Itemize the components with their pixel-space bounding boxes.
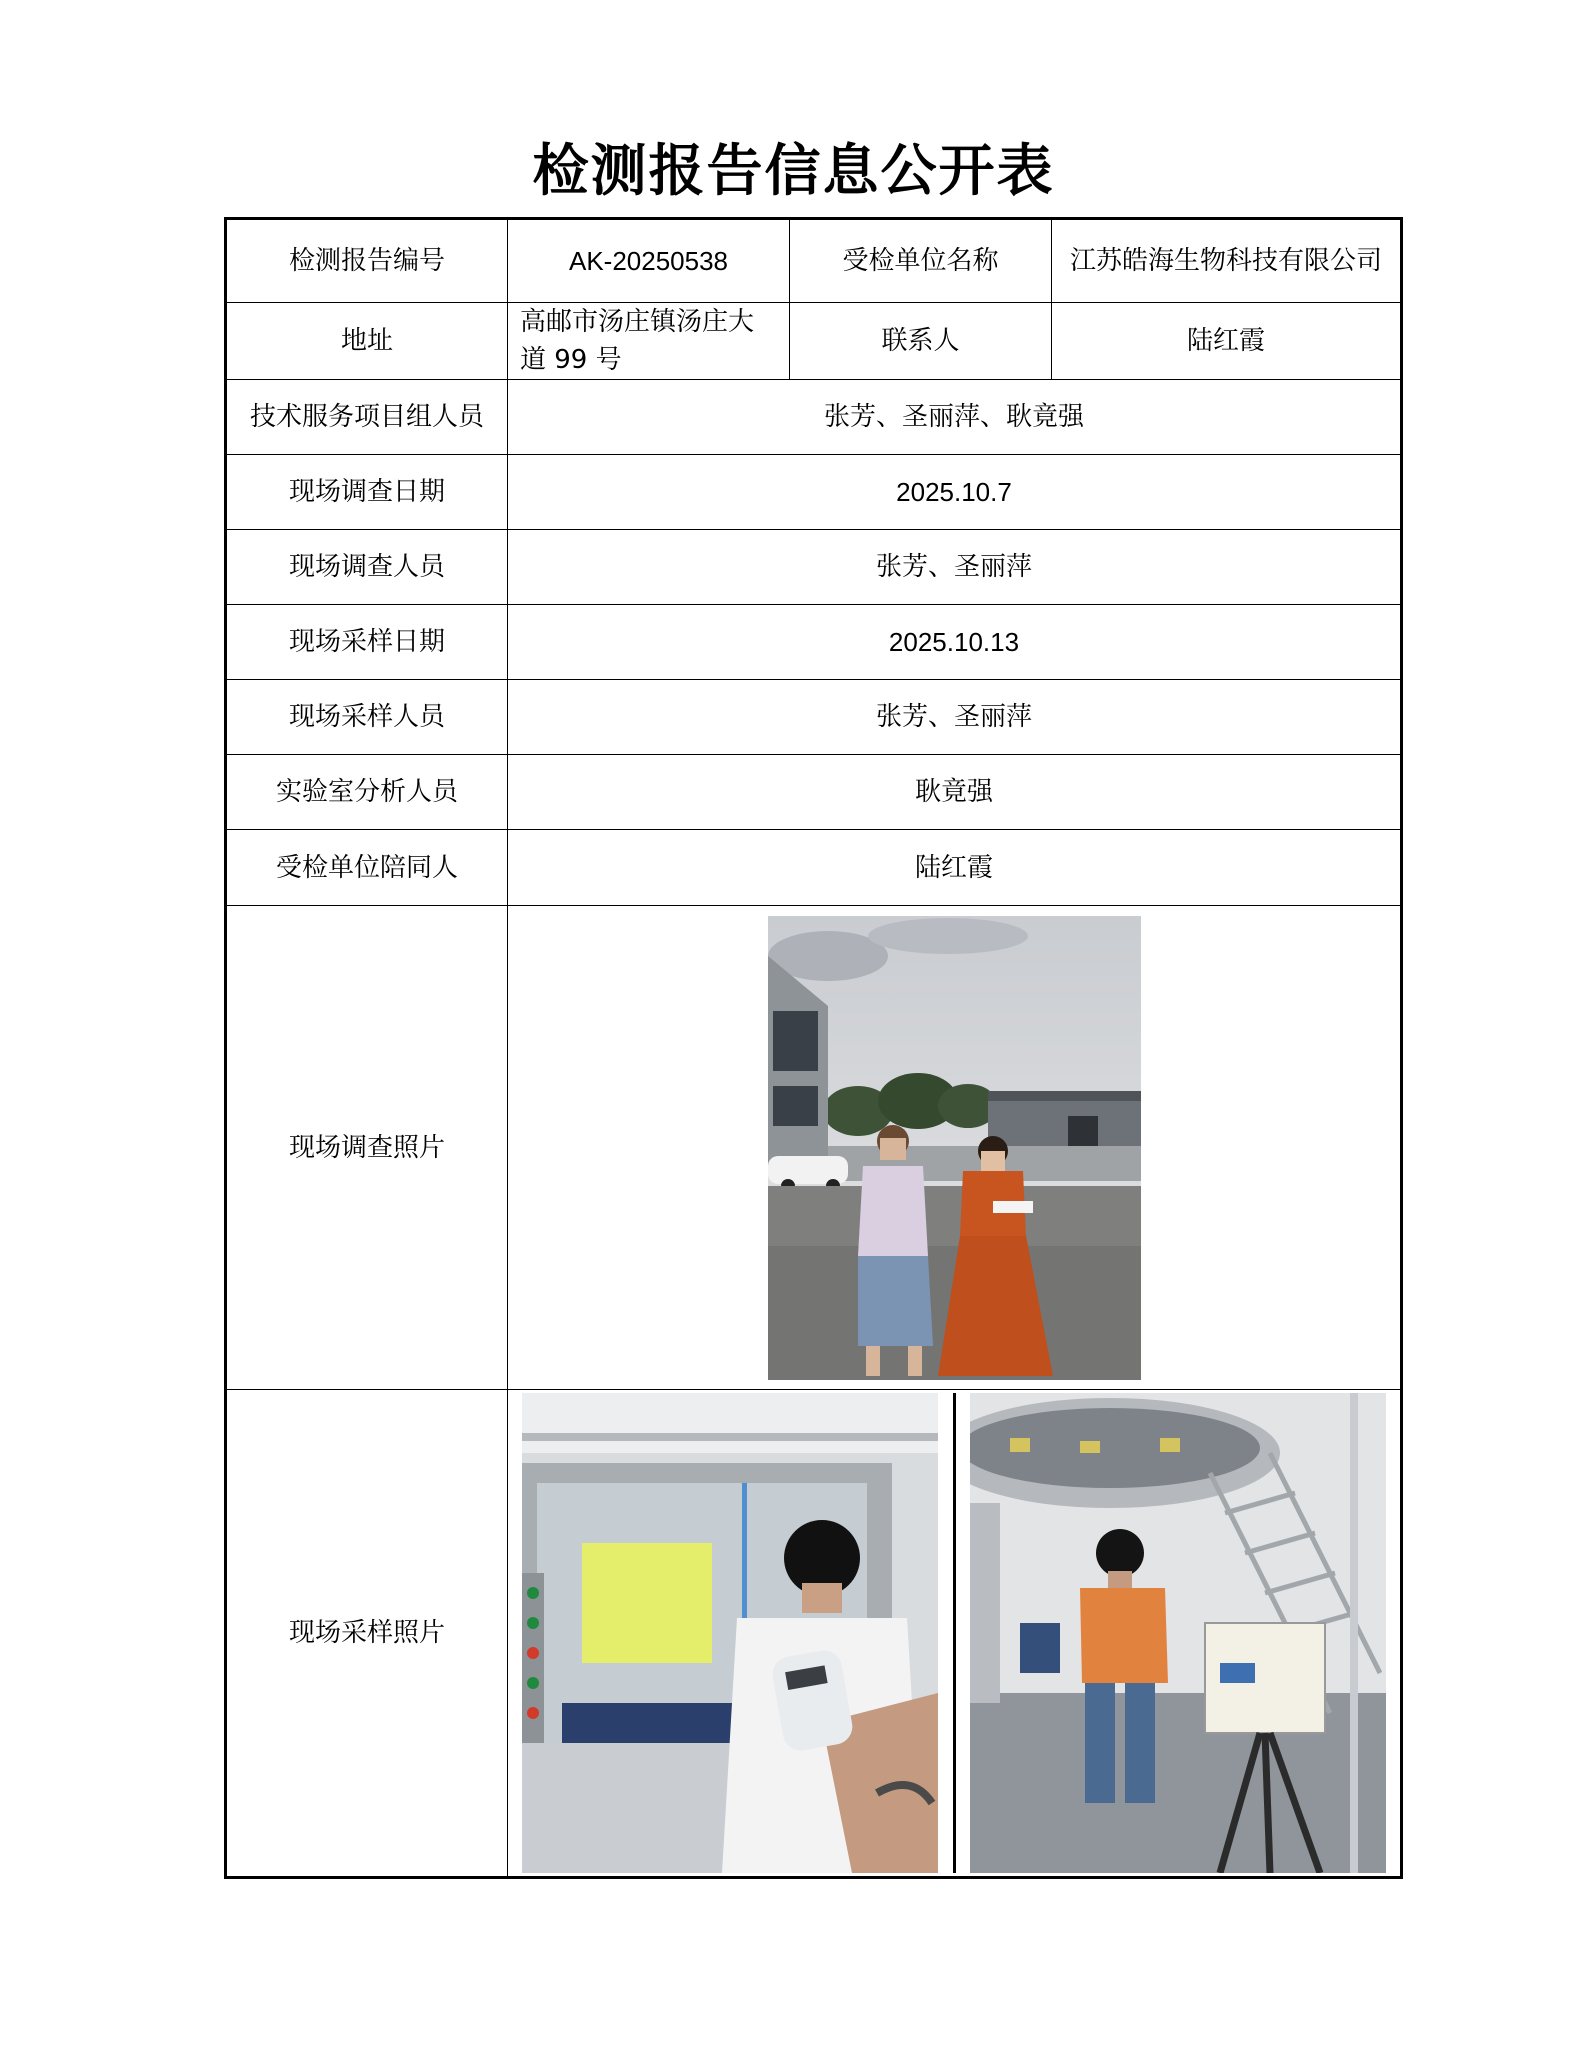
survey-date-value: 2025.10.7 (508, 455, 1402, 530)
table-row (226, 906, 1402, 1390)
sampling-date-label: 现场采样日期 (226, 605, 508, 680)
survey-date-label: 现场调查日期 (226, 455, 508, 530)
address-label: 地址 (226, 303, 508, 380)
table-row (226, 219, 1402, 303)
table-row (226, 455, 1402, 530)
sampling-staff-value: 张芳、圣丽萍 (508, 680, 1402, 755)
report-no-value: AK-20250538 (508, 219, 790, 303)
page-title: 检测报告信息公开表 (532, 138, 1055, 204)
unit-name-value: 江苏皓海生物科技有限公司 (1052, 219, 1402, 303)
sampling-photo-label: 现场采样照片 (226, 1390, 508, 1878)
table-row (226, 830, 1402, 906)
survey-photo (768, 916, 1141, 1380)
escort-label: 受检单位陪同人 (226, 830, 508, 906)
table-row (226, 605, 1402, 680)
survey-staff-label: 现场调查人员 (226, 530, 508, 605)
report-table (224, 217, 1403, 1879)
unit-name-label: 受检单位名称 (790, 219, 1052, 303)
contact-value: 陆红霞 (1052, 303, 1402, 380)
report-no-label: 检测报告编号 (226, 219, 508, 303)
sampling-photo-1 (522, 1393, 938, 1873)
survey-staff-value: 张芳、圣丽萍 (508, 530, 1402, 605)
table-row (226, 380, 1402, 455)
sampling-photo-2 (970, 1393, 1386, 1873)
lab-staff-value: 耿竟强 (508, 755, 1402, 830)
table-row (226, 1390, 1402, 1878)
sampling-staff-label: 现场采样人员 (226, 680, 508, 755)
lab-staff-label: 实验室分析人员 (226, 755, 508, 830)
table-row (226, 530, 1402, 605)
table-row (226, 755, 1402, 830)
address-value: 高邮市汤庄镇汤庄大道 99 号 (508, 303, 790, 380)
team-value: 张芳、圣丽萍、耿竟强 (508, 380, 1402, 455)
contact-label: 联系人 (790, 303, 1052, 380)
team-label: 技术服务项目组人员 (226, 380, 508, 455)
sampling-date-value: 2025.10.13 (508, 605, 1402, 680)
table-row (226, 303, 1402, 380)
survey-photo-label: 现场调查照片 (226, 906, 508, 1390)
escort-value: 陆红霞 (508, 830, 1402, 906)
table-row (226, 680, 1402, 755)
